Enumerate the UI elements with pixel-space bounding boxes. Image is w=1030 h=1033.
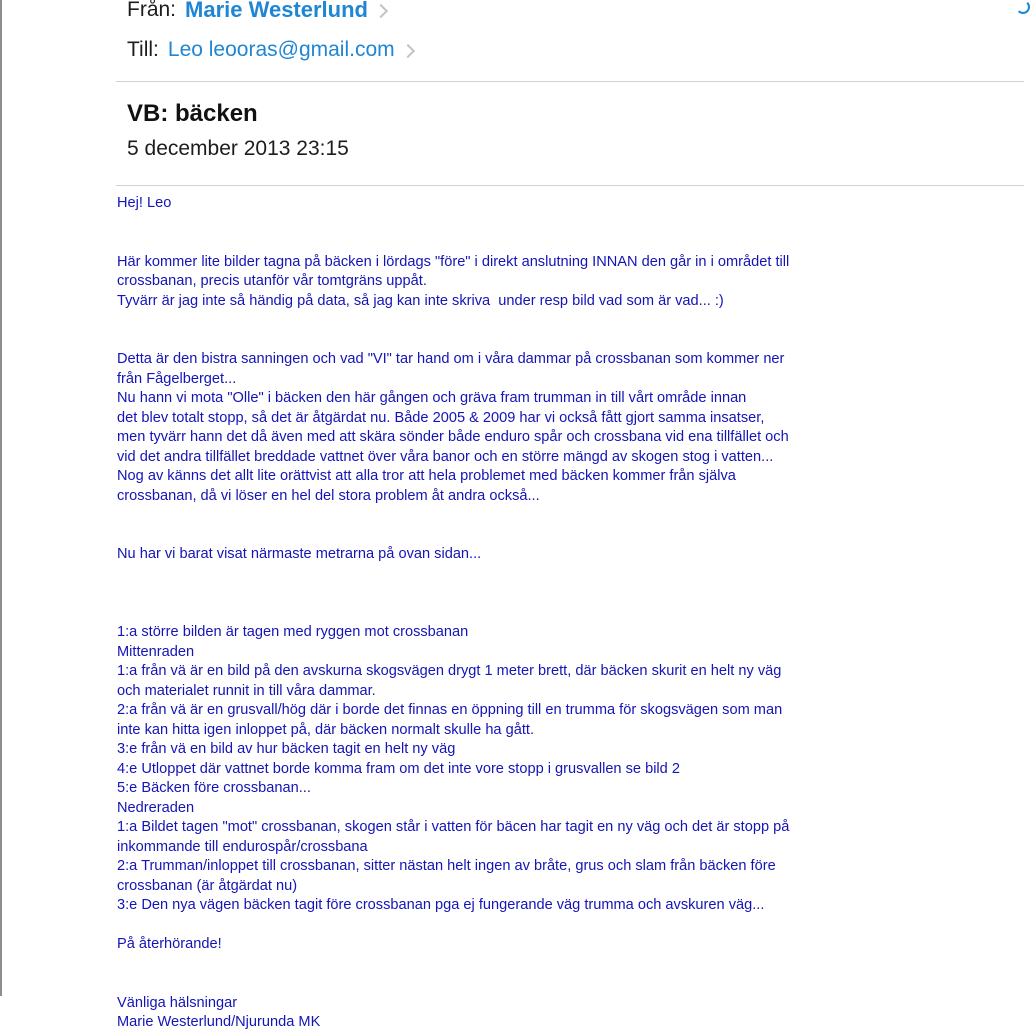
- window-left-edge: [0, 0, 2, 996]
- paragraph-line: crossbanan, precis utanför vår tomtgräns uppåt.: [117, 273, 427, 289]
- signature-line: Vänliga hälsningar: [117, 994, 238, 1011]
- chevron-right-icon[interactable]: [374, 3, 388, 17]
- paragraph-line: Nu hann vi mota "Olle" i bäcken den här gången och gräva fram trumman in till vårt område innan: [117, 390, 747, 406]
- paragraph-line: Nu har vi barat visat närmaste metrarna på ovan sidan...: [117, 546, 482, 562]
- to-label: Till:: [127, 38, 159, 61]
- paragraph-line: 5:e Bäcken före crossbanan...: [117, 780, 311, 796]
- recipient[interactable]: Leo leooras@gmail.com: [167, 38, 395, 61]
- closing-line: På återhörande!: [117, 936, 222, 952]
- paragraph-line: 2:a Trumman/inloppet till crossbanan, sitter nästan helt ingen av bråte, grus och slam från bäcken före: [117, 858, 776, 874]
- paragraph-line: Mittenraden: [117, 643, 195, 660]
- message-subject: VB: bäcken: [127, 100, 258, 127]
- paragraph-line: inte kan hitta igen inloppet på, där bäcken normalt skulle ha gått.: [117, 721, 534, 738]
- to-row: [127, 36, 413, 64]
- paragraph-line: Detta är den bistra sanningen och vad "VI" tar hand om i våra dammar på crossbanan som kommer ner: [117, 351, 785, 367]
- paragraph-line: 4:e Utloppet där vattnet borde komma fram om det inte vore stopp i grusvallen se bild 2: [117, 760, 680, 777]
- message-body: [117, 194, 1017, 1033]
- paragraph-line: vid det andra tillfället breddade vattnet över våra banor och en större mängd av skogen stog i vatten...: [117, 448, 774, 465]
- paragraph-line: inkommande till endurospår/crossbana: [117, 838, 368, 855]
- paragraph-line: 1:a Bildet tagen "mot" crossbanan, skogen står i vatten för bäcen har tagit en ny väg och det är stopp på: [117, 819, 790, 835]
- paragraph-line: från Fågelberget...: [117, 370, 237, 387]
- paragraph-line: 3:e Den nya vägen bäcken tagit före crossbanan pga ej fungerande väg trumma och avskuren väg...: [117, 897, 765, 913]
- from-label: Från:: [127, 0, 177, 21]
- paragraph-line: 2:a från vä är en grusvall/hög där i borde det finnas en öppning till en trumma för skogsvägen som man: [117, 702, 783, 718]
- paragraph-line: 3:e från vä en bild av hur bäcken tagit en helt ny väg: [117, 741, 456, 757]
- paragraph-line: 1:a från vä är en bild på den avskurna skogsvägen drygt 1 meter brett, där bäcken skurit en helt ny väg: [117, 663, 782, 679]
- from-row: [127, 0, 386, 24]
- paragraph-line: Nedreraden: [117, 799, 195, 816]
- paragraph-line: Här kommer lite bilder tagna på bäcken i lördags "före" i direkt anslutning INNAN den går in i området till: [117, 253, 790, 270]
- message-date: 5 december 2013 23:15: [127, 137, 349, 160]
- paragraph-line: crossbanan (är åtgärdat nu): [117, 877, 298, 894]
- refresh-icon[interactable]: [1016, 0, 1030, 14]
- paragraph-line: crossbanan, då vi löser en hel del stora problem åt andra också...: [117, 487, 540, 504]
- paragraph-line: Nog av känns det allt lite orättvist att alla tror att hela problemet med bäcken kommer från själva: [117, 468, 736, 484]
- signature-line: Marie Westerlund/Njurunda MK: [117, 1014, 321, 1030]
- paragraph-line: 1:a större bilden är tagen med ryggen mot crossbanan: [117, 624, 469, 640]
- paragraph-line: Tyvärr är jag inte så händig på data, så jag kan inte skriva under resp bild vad som är vad... :): [117, 292, 724, 309]
- greeting: Hej! Leo: [117, 195, 172, 211]
- paragraph-line: det blev totalt stopp, så det är åtgärdat nu. Både 2005 & 2009 har vi också fått gjort samma insatser,: [117, 409, 765, 426]
- body-divider: [116, 185, 1024, 186]
- header-divider: [116, 81, 1024, 82]
- sender-name[interactable]: Marie Westerlund: [185, 0, 368, 22]
- paragraph-line: men tyvärr hann det då även med att skära sönder både enduro spår och crossbana vid ena tillfället och: [117, 429, 789, 445]
- chevron-right-icon[interactable]: [401, 43, 415, 57]
- paragraph-line: och materialet runnit in till våra dammar.: [117, 682, 376, 699]
